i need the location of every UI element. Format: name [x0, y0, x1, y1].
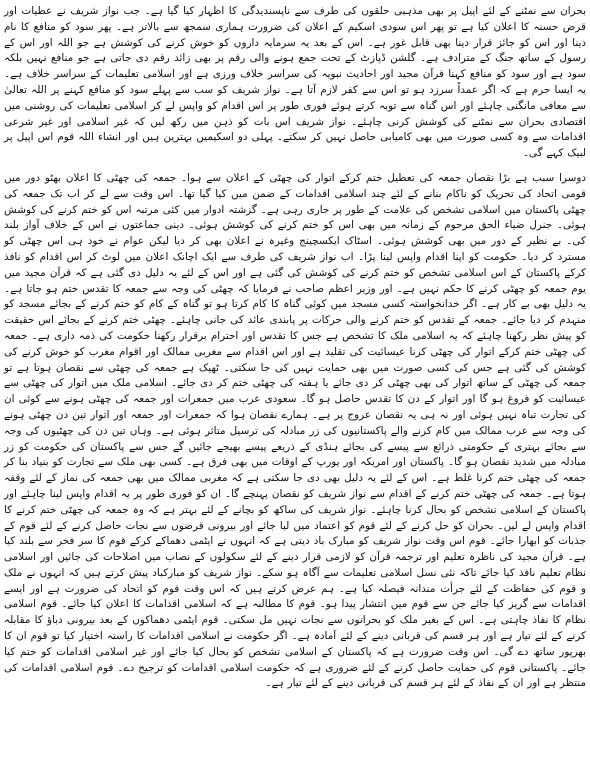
- article-page: [4, 4, 586, 764]
- article-paragraph-1: بحران سے نمٹنے کے لئے اپیل پر بھی مذہبی حلقوں کی طرف سے ناپسندیدگی کا اظہار کیا گیا ہے۔ جب نواز شریف نے عطیات اور قرض حسنہ کا اعلان کیا ہے تو پھر اس سودی اسکیم کے اعلان کی ضرورت ہماری سمجھ سے بالاتر ہے۔ پھر سود کو منافع کا نام دینا اور اس کو جائز قرار دینا بھی قابل غور ہے۔ اس کے بعد یہ سرمایہ داروں کو خوش کرنے کی کوشش ہے جو اللہ اور اس کے رسول کے ساتھ جنگ کے مترادف ہے۔ گلشن ڈپازٹ کے تحت جمع ہونے والی رقم پر بھی زائد رقم دی جاتی ہے جو منافع نہیں بلکہ سود ہے اور سود کو منافع کہنا قرآن مجید اور احادیث نبویہ کی سراسر خلاف ورزی ہے اور اسلامی تعلیمات کے سراسر خلاف ہے۔ یہ ایسا جرم ہے کہ اگر عمداً سرزد ہو تو اس سے کفر لازم آتا ہے۔ نواز شریف کو سب سے پہلے سود کو منافع کہنے پر اللہ تعالیٰ سے معافی مانگنی چاہئے اور اس گناہ سے توبہ کرتے ہوئے فوری طور پر اس اقدام کو واپس لے کر اسلامی تعلیمات کی روشنی میں اقتصادی بحران سے نمٹنے کی کوشش کرنی چاہئے۔ نواز شریف اس بات کو ذہن میں رکھ لیں کہ غیر اسلامی اور غیر شرعی اقدامات سے وہ کسی صورت میں بھی کامیابی حاصل نہیں کر سکتے۔ پہلی دو اسکیمیں بہترین ہیں اور انشاء اللہ قوم اس اپیل پر لبیک کہے گی۔: [4, 5, 586, 160]
- article-paragraph-2: دوسرا سبب ہے بڑا نقصان جمعہ کی تعطیل ختم کرکے اتوار کی چھٹی کے اعلان سے ہوا۔ جمعہ کی چھٹی کا اعلان بھٹو دور میں قومی اتحاد کی تحریک کو ناکام بنانے کے لئے چند اسلامی اقدامات کے ضمن میں کیا گیا تھا۔ اس وقت سے لے کر اب تک جمعہ کی چھٹی پاکستان میں اسلامی تشخص کی علامت کے طور پر جاری رہی ہے۔ گزشتہ ادوار میں کئی مرتبہ اس کو ختم کرنے کی کوشش ہوئی۔ جنرل ضیاء الحق مرحوم کے زمانہ میں بھی اس کو ختم کرنے کی کوشش ہوئی۔ دینی جماعتوں نے اس کے خلاف آواز بلند کی۔ بے نظیر کے دور میں بھی کوشش ہوئی۔ اسٹاک ایکسچینج وغیرہ نے اعلان بھی کر دیا لیکن عوام نے خود ہی اس چھٹی کو مسترد کر دیا۔ حکومت کو اپنا اقدام واپس لینا پڑا۔ اب نواز شریف کی طرف سے ایک اچانک اعلان میں لوٹ کر اس اقدام کو نافذ کرکے پاکستان کے اس اسلامی تشخص کو ختم کرنے کی کوشش کی گئی ہے اور اس کے لئے یہ دلیل دی گئی ہے کہ قرآن مجید میں یوم جمعہ کو چھٹی کرنے کا حکم نہیں ہے۔ اور وزیر اعظم صاحب نے فرمایا کہ چھٹی کی وجہ سے جمعہ کا تقدس ختم ہو جاتا ہے۔ یہ دلیل بھی بے کار ہے۔ اگر خدانخواستہ کسی مسجد میں کوئی گناہ کا کام کرتا ہو تو گناہ کے کام کو ختم کرنے کے بجائے مسجد کو منہدم کر دیا جائے۔ جمعہ کے تقدس کو ختم کرنے والی حرکات پر پابندی عائد کی جانی چاہئے۔ چھٹی ختم کرنے کے بجائے اس حقیقت کو پیش نظر رکھنا چاہئے کہ یہ اسلامی ملک کا تشخص ہے جس کا تقدس اور احترام برقرار رکھنا حکومت کی ذمہ داری ہے۔ جمعہ کی چھٹی ختم کرکے اتوار کی چھٹی کرنا عیسائیت کی تقلید ہے اور اس اقدام سے مغربی ممالک اور اقوام مغرب کو خوش کرنے کی کوشش کی گئی ہے جس کی کسی صورت میں بھی حمایت نہیں کی جا سکتی۔ ٹھیک ہے جمعہ کی چھٹی سے نقصان ہوتا ہے تو جمعہ کی چھٹی کے ساتھ اتوار کی بھی چھٹی کر دی جائے یا ہفتہ کی چھٹی ختم کر دی جائے۔ اسلامی ملک میں اتوار کی چھٹی سے عیسائیت کو فروغ ہو گا اور اتوار کے دن کا تقدس حاصل ہو گا۔ سعودی عرب میں جمعرات اور جمعہ کی چھٹی ہونے سے کوئی ان کی تجارت تباہ نہیں ہوئی اور نہ ہی یہ نقصان عروج پر ہے۔ ہمارے نقصان ہوا کہ جمعرات اور جمعہ اور اتوار تین دن چھٹی ہونے کی وجہ سے عرب ممالک میں کام کرنے والے پاکستانیوں کی زر مبادلہ کی ترسیل متاثر ہوئی ہے۔ وہاں تین دن کی چھٹیوں کی وجہ سے بجائے بہتری کے حکومتی ذرائع سے پیسے کی بجائے ہنڈی کے ذریعے پیسے بھیجے جائیں گے جس سے پاکستان کی حکومت کو زر مبادلہ میں شدید نقصان ہو گا۔ پاکستان اور امریکہ اور یورپ کے اوقات میں بھی فرق ہے۔ کسی بھی ملک سے تجارت کو بنیاد بنا کر جمعہ کی چھٹی ختم کرنا غلط ہے۔ اس کے لئے یہ دلیل بھی دی جا سکتی ہے کہ مغربی ممالک میں بھی جمعہ کی نماز کے لئے وقفہ ہوتا ہے۔ جمعہ کی چھٹی ختم کرنے کے اقدام سے نواز شریف کو نقصان پہنچے گا۔ ان کو فوری طور پر یہ اقدام واپس لینا چاہئے اور پاکستان کے اسلامی تشخص کو بحال کرنا چاہئے۔ نواز شریف کی ساکھ کو بچانے کے لئے بہتر ہے کہ وہ جمعہ کی چھٹی ختم کرنے کا اقدام واپس لے لیں۔ بحران کو حل کرنے کے لئے قوم کو اعتماد میں لیا جائے اور بیرونی قرضوں سے نجات حاصل کرنے کے لئے قوم کے جذبات کو ابھارا جائے۔ قوم اس وقت نواز شریف کو مبارک باد دیتی ہے کہ انہوں نے ایٹمی دھماکے کرکے قوم کا سر فخر سے بلند کیا ہے۔ قرآن مجید کی ناظرہ تعلیم اور ترجمہ قرآن کو لازمی قرار دینے کے لئے سکولوں کے نصاب میں اصلاحات کی جائیں اور اسلامی نظام تعلیم نافذ کیا جائے تاکہ نئی نسل اسلامی تعلیمات سے آگاہ ہو سکے۔ نواز شریف کو مبارکباد پیش کرتے ہیں کہ انہوں نے ملک و قوم کی حفاظت کے لئے جرأت مندانہ فیصلہ کیا ہے۔ ہم عرض کرتے ہیں کہ اس وقت قوم کو اتحاد کی ضرورت ہے اور ایسے اقدامات سے گریز کیا جائے جن سے قوم میں انتشار پیدا ہو۔ قوم کا مطالبہ ہے کہ اسلامی اقدامات کا اعلان کیا جائے۔ قوم اسلامی نظام کا نفاذ چاہتی ہے۔ اس کے بغیر ملک کو بحرانوں سے نجات نہیں مل سکتی۔ قوم ایٹمی دھماکوں کے بعد بیرونی دباؤ کا مقابلہ کرنے کے لئے تیار ہے اور ہر قسم کی قربانی دینے کے لئے آمادہ ہے۔ اگر حکومت نے اسلامی اقدامات کا راستہ اختیار کیا تو قوم ان کا بھرپور ساتھ دے گی۔ اس وقت ضرورت ہے کہ پاکستان کے اسلامی تشخص کو بحال کیا جائے اور غیر اسلامی اقدامات کو ختم کیا جائے۔ پاکستانی قوم کی حمایت حاصل کرنے کے لئے ضروری ہے کہ حکومت اسلامی اقدامات کو ترجیح دے۔ قوم اسلامی اقدامات کی منتظر ہے اور ان کے نفاذ کے لئے ہر قسم کی قربانی دینے کے لئے تیار ہے۔: [4, 171, 586, 690]
- paragraph-spacer: [4, 162, 586, 171]
